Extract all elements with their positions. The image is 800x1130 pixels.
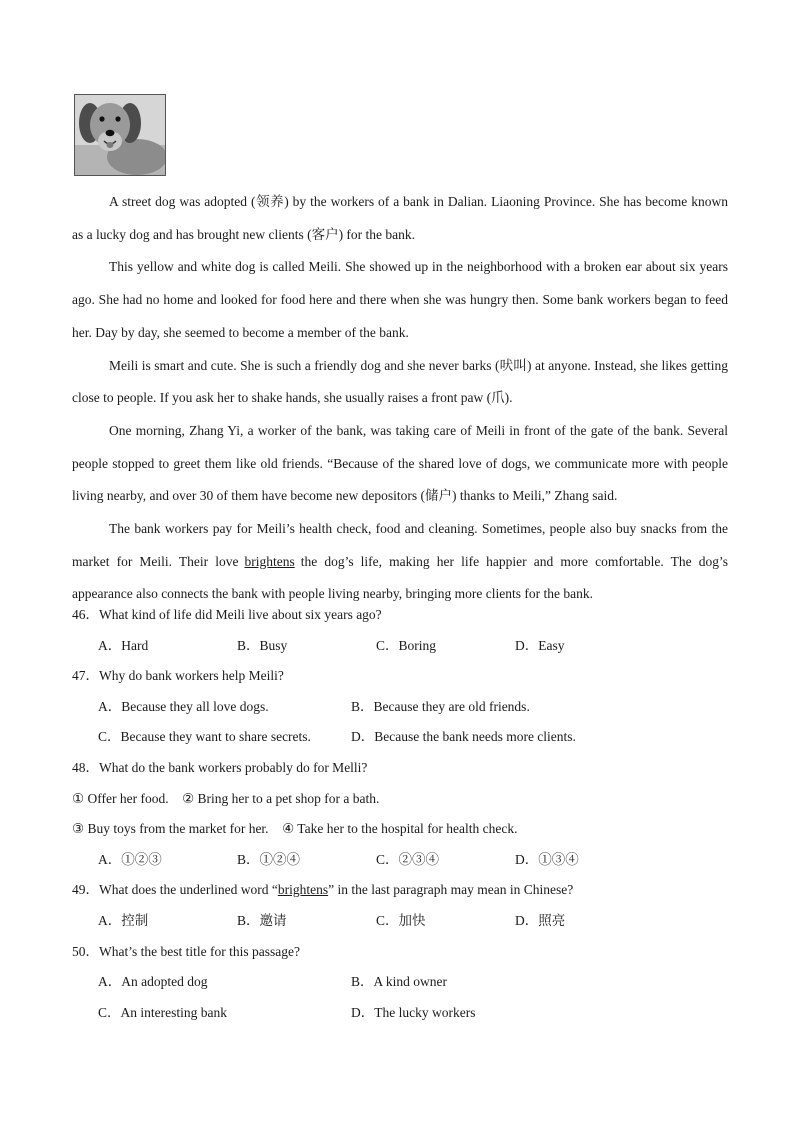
q48-statement-3: ③ Buy toys from the market for her. xyxy=(72,821,269,837)
q48-option-b[interactable]: B．①②④ xyxy=(237,851,301,867)
q50-option-c[interactable]: C．An interesting bank xyxy=(98,1004,227,1020)
paragraph-3: Meili is smart and cute. She is such a friendly dog and she never barks (吠叫) at anyone. Instead, she likes getting close to people. If you ask her to shake hands, she usually raises a front paw (爪). xyxy=(72,357,728,406)
dog-illustration xyxy=(75,95,165,175)
q49-option-d[interactable]: D．照亮 xyxy=(515,912,566,928)
q48-option-a[interactable]: A．①②③ xyxy=(98,851,162,867)
question-48-statements-row1 xyxy=(72,784,728,815)
question-48-statements-row2 xyxy=(72,814,728,845)
q49-option-a[interactable]: A．控制 xyxy=(98,912,149,928)
q46-option-c[interactable]: C．Boring xyxy=(376,637,437,653)
question-50-options-row1 xyxy=(72,967,728,998)
question-49-stem xyxy=(72,875,728,906)
question-50-stem: 50．What’s the best title for this passage? xyxy=(72,943,300,959)
q47-option-b[interactable]: B．Because they are old friends. xyxy=(351,698,530,714)
question-48-options xyxy=(72,845,728,876)
q48-statement-2: ② Bring her to a pet shop for a bath. xyxy=(182,790,380,806)
q47-option-d[interactable]: D．Because the bank needs more clients. xyxy=(351,729,576,745)
paragraph-5 xyxy=(72,513,728,611)
q50-option-d[interactable]: D．The lucky workers xyxy=(351,1004,476,1020)
question-47-options-row1 xyxy=(72,692,728,723)
q46-option-a[interactable]: A．Hard xyxy=(98,637,149,653)
paragraph-5-after: the dog’s life, making her life happier and more comfortable. The dog’s appearance also connects the bank with people living nearby, bringing more clients for the bank. xyxy=(72,553,728,602)
questions-section xyxy=(72,600,728,1028)
q48-option-d[interactable]: D．①③④ xyxy=(515,851,579,867)
q46-option-d[interactable]: D．Easy xyxy=(515,637,565,653)
q48-statement-1: ① Offer her food. xyxy=(72,790,169,806)
question-48-stem: 48．What do the bank workers probably do for Melli? xyxy=(72,759,368,775)
q49-stem-before: 49．What does the underlined word “ xyxy=(72,882,278,898)
paragraph-1: A street dog was adopted (领养) by the workers of a bank in Dalian. Liaoning Province. She has become known as a lucky dog and has brought new clients (客户) for the bank. xyxy=(72,194,728,242)
dog-photo xyxy=(74,94,166,176)
q49-stem-underlined-word: brightens xyxy=(277,882,329,898)
q50-option-b[interactable]: B．A kind owner xyxy=(351,974,447,990)
question-47-options-row2 xyxy=(72,722,728,753)
underlined-word: brightens xyxy=(244,553,295,569)
reading-passage xyxy=(72,186,728,611)
q46-option-b[interactable]: B．Busy xyxy=(237,637,288,653)
paragraph-2: This yellow and white dog is called Meili. She showed up in the neighborhood with a broken ear about six years ago. She had no home and looked for food here and there when she was hungry then. Some bank workers began to feed her. Day by day, she seemed to become a member of the bank. xyxy=(72,259,728,340)
q49-option-b[interactable]: B．邀请 xyxy=(237,912,287,928)
paragraph-4: One morning, Zhang Yi, a worker of the bank, was taking care of Meili in front of the gate of the bank. Several people stopped to greet them like old friends. “Because of the shared love of dogs, we communicate more with people living nearby, and over 30 of them have become new depositors (储户) thanks to Meili,” Zhang said. xyxy=(72,422,728,504)
q47-option-a[interactable]: A．Because they all love dogs. xyxy=(98,698,269,714)
q50-option-a[interactable]: A．An adopted dog xyxy=(98,974,208,990)
question-47-stem: 47．Why do bank workers help Meili? xyxy=(72,668,284,684)
q48-statement-4: ④ Take her to the hospital for health check. xyxy=(282,821,518,837)
paragraph-5-before: The bank workers pay for Meili’s health check, food and cleaning. Sometimes, people also buy snacks from the market for Meili. Their love xyxy=(72,521,728,569)
question-49-options xyxy=(72,906,728,937)
question-46-stem: 46．What kind of life did Meili live about six years ago? xyxy=(72,607,382,622)
q48-option-c[interactable]: C．②③④ xyxy=(376,851,440,867)
question-46-options xyxy=(72,631,728,662)
question-50-options-row2 xyxy=(72,998,728,1029)
q49-stem-after: ” in the last paragraph may mean in Chinese? xyxy=(328,882,574,898)
q49-option-c[interactable]: C．加快 xyxy=(376,912,426,928)
q47-option-c[interactable]: C．Because they want to share secrets. xyxy=(98,729,311,745)
